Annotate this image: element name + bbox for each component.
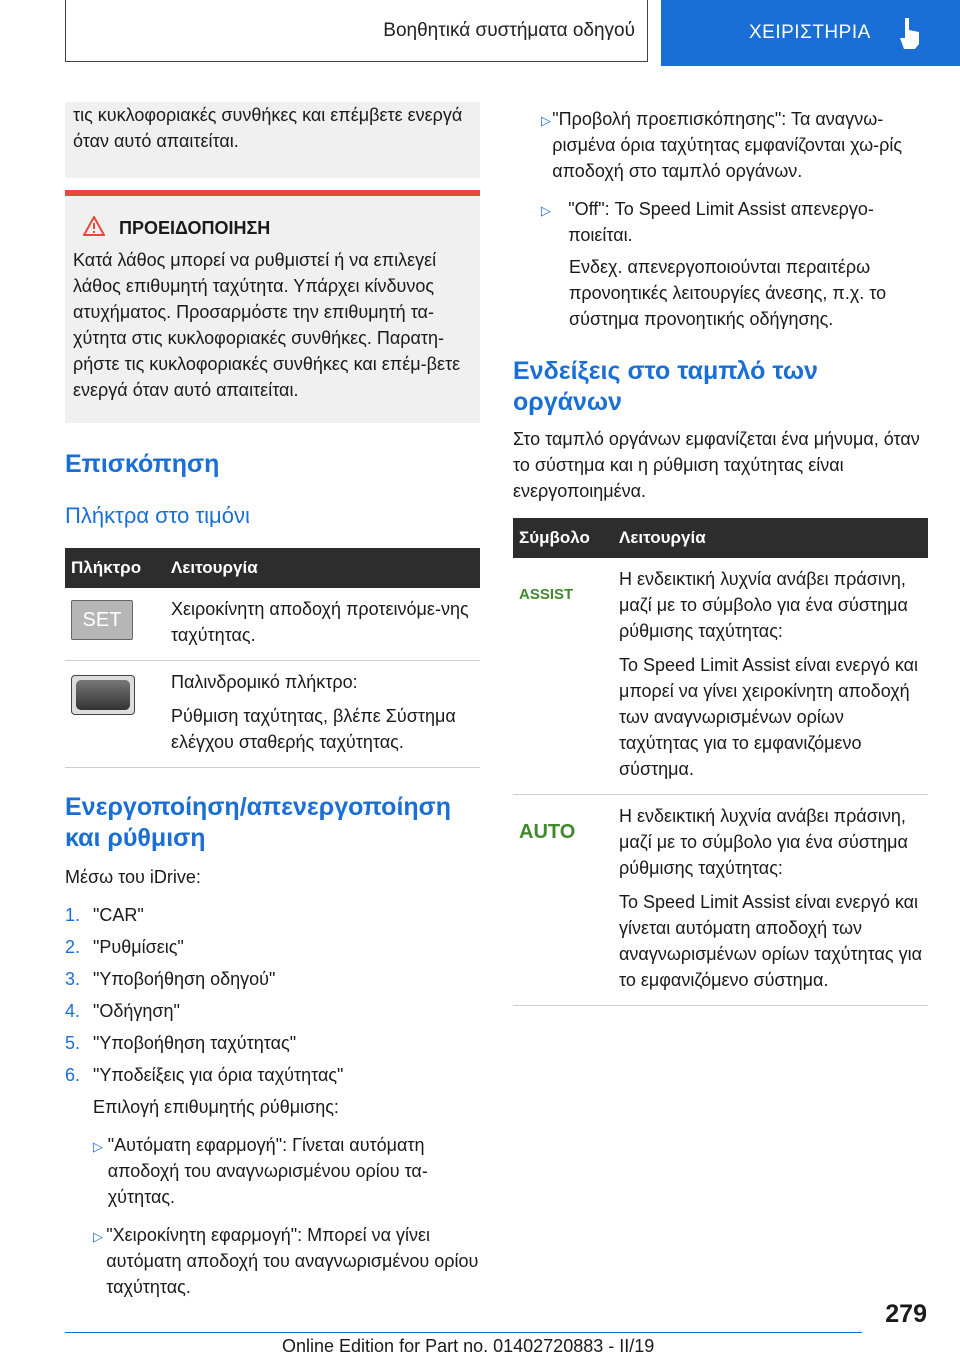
activation-heading: Ενεργοποίηση/απενεργοποίηση και ρύθμιση bbox=[65, 793, 452, 852]
bullet-triangle-icon: ▷ bbox=[541, 113, 551, 128]
row-function-text: Χειροκίνητη αποδοχή προτεινόμε-νης ταχύτητας. bbox=[171, 599, 469, 645]
warning-header bbox=[73, 206, 472, 247]
warning-title: ΠΡΟΕΙΔΟΠΟΙΗΣΗ bbox=[119, 218, 271, 238]
table-row bbox=[65, 588, 480, 661]
page-header bbox=[0, 0, 960, 66]
row-function-text: Το Speed Limit Assist είναι ενεργό και γίνεται αυτόματη αποδοχή των αναγνωρισμένων ορίων ταχύτητας για το εμφανιζόμενο σύστημα. bbox=[619, 892, 922, 990]
rocker-switch-icon bbox=[71, 675, 135, 715]
warning-text: Κατά λάθος μπορεί να ρυθμιστεί ή να επιλεγεί λάθος επιθυμητή ταχύτητα. Υπάρχει κίνδυνος ατυχήματος. Προσαρμόστε την επιθυμητή τα-χύτητα στις κυκλοφοριακές συνθήκες. Παρατη-ρήστε τις κυκλοφοριακές συνθήκες και επέμ-βετε ενεργά όταν αυτό απαιτείται. bbox=[73, 250, 461, 400]
chapter-tab[interactable] bbox=[661, 0, 960, 66]
off-note-text: Ενδεχ. απενεργοποιούνται περαιτέρω προνοητικές λειτουργίες άνεσης, π.χ. το σύστημα προνοητικής οδήγησης. bbox=[569, 257, 887, 329]
assist-indicator-icon: ASSIST bbox=[519, 586, 574, 603]
section-title: Βοηθητικά συστήματα οδηγού bbox=[65, 0, 648, 62]
chapter-title: ΧΕΙΡΙΣΤΗΡΙΑ bbox=[749, 22, 871, 43]
edition-text: Online Edition for Part no. 01402720883 - II/19 bbox=[282, 1336, 655, 1356]
row-function-text: Το Speed Limit Assist είναι ενεργό και μπορεί να γίνει χειροκίνητη αποδοχή των αναγνωρισμένων ορίων ταχύτητας για το εμφανιζόμενο σύστημα. bbox=[619, 655, 919, 779]
col-header-key: Πλήκτρο bbox=[65, 548, 165, 588]
symbols-table bbox=[513, 518, 928, 1006]
bullet-triangle-icon: ▷ bbox=[93, 1229, 103, 1244]
auto-indicator-icon: AUTO bbox=[519, 821, 576, 843]
col-header-function: Λειτουργία bbox=[613, 518, 928, 558]
list-item: ▷ "Χειροκίνητη εφαρμογή": Μπορεί να γίνει αυτόματη αποδοχή του αναγνωρισμένου ορίου ταχύτητας. bbox=[93, 1222, 480, 1300]
overview-heading: Επισκόπηση bbox=[65, 450, 220, 478]
options-list bbox=[93, 1132, 480, 1300]
row-function-text: Ρύθμιση ταχύτητας, βλέπε Σύστημα ελέγχου σταθερής ταχύτητας. bbox=[171, 706, 456, 752]
table-row bbox=[65, 661, 480, 768]
steps-list bbox=[65, 902, 480, 1088]
list-item: 2. "Ρυθμίσεις" bbox=[65, 937, 184, 957]
table-row bbox=[513, 795, 928, 1006]
list-item: ▷ "Αυτόματη εφαρμογή": Γίνεται αυτόματη αποδοχή του αναγνωρισμένου ορίου τα-χύτητας. bbox=[93, 1132, 480, 1210]
list-item: ▷ "Off": Το Speed Limit Assist απενεργο-ποιείται. bbox=[541, 196, 928, 248]
footer-divider bbox=[65, 1332, 862, 1333]
buttons-table bbox=[65, 548, 480, 768]
col-header-function: Λειτουργία bbox=[165, 548, 480, 588]
warning-box bbox=[65, 190, 480, 423]
list-item: ▷ "Προβολή προεπισκόπησης": Τα αναγνω-ρισμένα όρια ταχύτητας εμφανίζονται χω-ρίς αποδοχή στο ταμπλό οργάνων. bbox=[541, 106, 928, 184]
row-function-text: Η ενδεικτική λυχνία ανάβει πράσινη, μαζί με το σύμβολο για ένα σύστημα ρύθμισης ταχύτητας: bbox=[619, 806, 908, 878]
left-column bbox=[65, 102, 480, 1312]
set-key-icon: SET bbox=[71, 600, 133, 640]
list-item: 1. "CAR" bbox=[65, 905, 144, 925]
hand-pointer-icon bbox=[897, 16, 923, 56]
intro-text: τις κυκλοφοριακές συνθήκες και επέμβετε ενεργά όταν αυτό απαιτείται. bbox=[73, 105, 463, 151]
select-setting-text: Επιλογή επιθυμητής ρύθμισης: bbox=[93, 1097, 339, 1117]
list-item: 4. "Οδήγηση" bbox=[65, 1001, 180, 1021]
row-function-text: Η ενδεικτική λυχνία ανάβει πράσινη, μαζί με το σύμβολο για ένα σύστημα ρύθμισης ταχύτητας: bbox=[619, 569, 908, 641]
buttons-subheading: Πλήκτρα στο τιμόνι bbox=[65, 503, 250, 528]
bullet-triangle-icon: ▷ bbox=[93, 1139, 103, 1154]
options-list-continued bbox=[541, 106, 928, 248]
list-item: 6. "Υποδείξεις για όρια ταχύτητας" bbox=[65, 1065, 344, 1085]
row-function-text: Παλινδρομικό πλήκτρο: bbox=[171, 672, 358, 692]
intro-block bbox=[65, 102, 480, 178]
col-header-symbol: Σύμβολο bbox=[513, 518, 613, 558]
table-row bbox=[513, 558, 928, 795]
list-item: 5. "Υποβοήθηση ταχύτητας" bbox=[65, 1033, 297, 1053]
cluster-heading: Ενδείξεις στο ταμπλό των οργάνων bbox=[513, 357, 818, 416]
cluster-text: Στο ταμπλό οργάνων εμφανίζεται ένα μήνυμα, όταν το σύστημα και η ρύθμιση ταχύτητας είναι ενεργοποιημένα. bbox=[513, 429, 920, 501]
bullet-triangle-icon: ▷ bbox=[541, 203, 551, 218]
page-number: 279 bbox=[885, 1300, 927, 1328]
list-item: 3. "Υποβοήθηση οδηγού" bbox=[65, 969, 276, 989]
via-idrive-text: Μέσω του iDrive: bbox=[65, 867, 201, 887]
warning-triangle-icon bbox=[83, 216, 105, 241]
right-column bbox=[513, 102, 928, 1006]
